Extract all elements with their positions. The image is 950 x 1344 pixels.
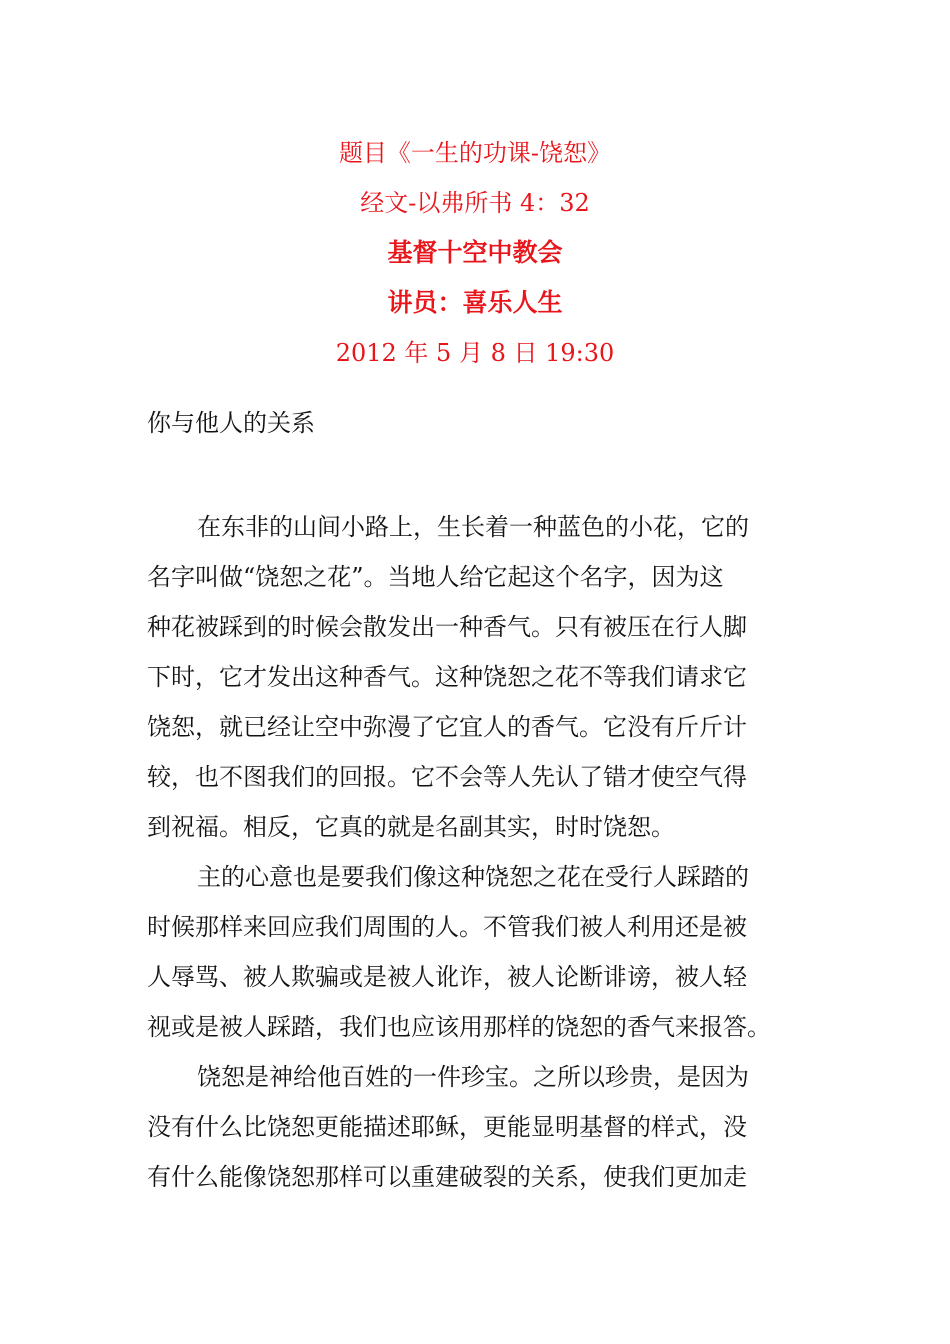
sermon-header <box>0 128 950 378</box>
paragraph-line: 较，也不图我们的回报。它不会等人先认了错才使空气得 <box>147 763 747 791</box>
church-name: 基督十空中教会 <box>387 238 563 267</box>
paragraph-line: 下时，它才发出这种香气。这种饶恕之花不等我们请求它 <box>147 663 747 691</box>
section-heading: 你与他人的关系 <box>147 409 315 437</box>
paragraph-line: 饶恕是神给他百姓的一件珍宝。之所以珍贵，是因为 <box>197 1063 749 1091</box>
paragraph-line: 名字叫做“饶恕之花”。当地人给它起这个名字，因为这 <box>147 563 724 591</box>
paragraph-line: 种花被踩到的时候会散发出一种香气。只有被压在行人脚 <box>147 613 747 641</box>
paragraph-line: 到祝福。相反，它真的就是名副其实，时时饶恕。 <box>147 813 675 841</box>
paragraph-line: 有什么能像饶恕那样可以重建破裂的关系，使我们更加走 <box>147 1163 747 1191</box>
paragraph-line: 饶恕，就已经让空中弥漫了它宜人的香气。它没有斤斤计 <box>147 713 747 741</box>
paragraph-line: 人辱骂、被人欺骗或是被人讹诈，被人论断诽谤，被人轻 <box>147 963 747 991</box>
paragraph-line: 时候那样来回应我们周围的人。不管我们被人利用还是被 <box>147 913 747 941</box>
scripture-reference: 经文-以弗所书 4：32 <box>360 189 590 217</box>
paragraph-line: 主的心意也是要我们像这种饶恕之花在受行人踩踏的 <box>197 863 749 891</box>
paragraph-line: 视或是被人踩踏，我们也应该用那样的饶恕的香气来报答。 <box>147 1013 771 1041</box>
sermon-datetime: 2012 年 5 月 8 日 19:30 <box>335 339 615 367</box>
paragraph-line: 在东非的山间小路上，生长着一种蓝色的小花，它的 <box>197 513 749 541</box>
body-text <box>147 502 787 1202</box>
speaker-name: 讲员：喜乐人生 <box>387 288 563 317</box>
paragraph-line: 没有什么比饶恕更能描述耶稣，更能显明基督的样式，没 <box>147 1113 747 1141</box>
sermon-title: 题目《一生的功课-饶恕》 <box>338 139 612 167</box>
